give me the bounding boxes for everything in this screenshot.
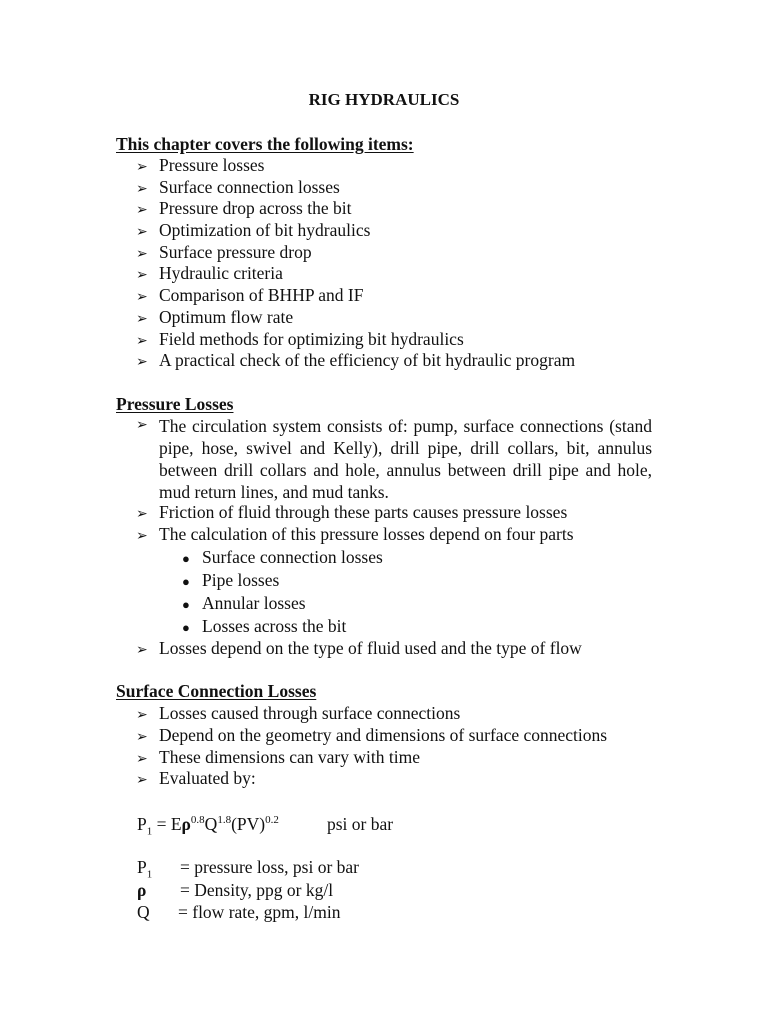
arrow-bullet-icon: ➢	[136, 643, 148, 658]
sub-list-item: ● Pipe losses	[182, 570, 280, 590]
sub-list-item: ● Losses across the bit	[182, 616, 347, 636]
arrow-bullet-icon: ➢	[136, 334, 148, 349]
arrow-bullet-icon: ➢	[136, 290, 148, 305]
list-item: ➢ These dimensions can vary with time	[136, 747, 420, 770]
list-item: ➢ Hydraulic criteria	[136, 263, 283, 286]
sub-list-item: ● Surface connection losses	[182, 547, 383, 567]
pressure-loss-equation: $P_1 = E\rho^{0.8}Q^{1.8}(PV)^{0.2}$	[137, 814, 279, 838]
arrow-bullet-icon: ➢	[136, 225, 148, 240]
arrow-bullet-icon: ➢	[136, 312, 148, 327]
list-item: ➢ Comparison of BHHP and IF	[136, 285, 364, 308]
list-item: ➢ Pressure losses	[136, 155, 264, 178]
list-item: ➢ Depend on the geometry and dimensions of surface connections	[136, 725, 607, 748]
definition-row: ρ = Density, ppg or kg/l	[137, 880, 334, 900]
list-item: ➢ Losses depend on the type of fluid used and the type of flow	[136, 638, 582, 661]
definition-row: Q = flow rate, gpm, l/min	[137, 902, 341, 922]
arrow-bullet-icon: ➢	[136, 418, 148, 433]
sub-list-item: ● Annular losses	[182, 593, 306, 613]
list-item: ➢ Friction of fluid through these parts causes pressure losses	[136, 502, 567, 525]
list-item: ➢ Surface pressure drop	[136, 242, 312, 265]
list-item: ➢ Evaluated by:	[136, 768, 256, 791]
definition-row: $P_1$ = pressure loss, psi or bar	[137, 857, 360, 881]
list-item: ➢ Optimum flow rate	[136, 307, 293, 330]
list-item: ➢ A practical check of the efficiency of bit hydraulic program	[136, 350, 575, 373]
list-item: ➢ The calculation of this pressure losses depend on four parts	[136, 524, 574, 547]
arrow-bullet-icon: ➢	[136, 203, 148, 218]
dot-bullet-icon: ●	[182, 620, 190, 635]
list-item: ➢ Field methods for optimizing bit hydraulics	[136, 329, 464, 352]
arrow-bullet-icon: ➢	[136, 708, 148, 723]
surface-connection-heading: Surface Connection Losses	[116, 681, 317, 701]
pressure-losses-heading: Pressure Losses	[116, 394, 234, 414]
arrow-bullet-icon: ➢	[136, 507, 148, 522]
arrow-bullet-icon: ➢	[136, 182, 148, 197]
dot-bullet-icon: ●	[182, 574, 190, 589]
circulation-paragraph	[136, 415, 652, 503]
list-item: ➢ Losses caused through surface connections	[136, 703, 460, 726]
arrow-bullet-icon: ➢	[136, 355, 148, 370]
dot-bullet-icon: ●	[182, 597, 190, 612]
intro-heading: This chapter covers the following items:	[116, 134, 414, 154]
arrow-bullet-icon: ➢	[136, 752, 148, 767]
list-item: ➢ Optimization of bit hydraulics	[136, 220, 370, 243]
paragraph-text: The circulation system consists of: pump, surface connections (stand pipe, hose, swivel and Kelly), drill pipe, drill collars, bit, annulus between drill collars and hole, annulus between drill pipe and hole, mud return lines, and mud tanks.	[159, 416, 652, 502]
arrow-bullet-icon: ➢	[136, 247, 148, 262]
arrow-bullet-icon: ➢	[136, 529, 148, 544]
arrow-bullet-icon: ➢	[136, 160, 148, 175]
equation-units: psi or bar	[327, 814, 394, 834]
arrow-bullet-icon: ➢	[136, 268, 148, 283]
page-title: RIG HYDRAULICS	[308, 90, 460, 109]
dot-bullet-icon: ●	[182, 551, 190, 566]
arrow-bullet-icon: ➢	[136, 773, 148, 788]
list-item: ➢ Pressure drop across the bit	[136, 198, 351, 221]
arrow-bullet-icon: ➢	[136, 730, 148, 745]
list-item: ➢ Surface connection losses	[136, 177, 340, 200]
